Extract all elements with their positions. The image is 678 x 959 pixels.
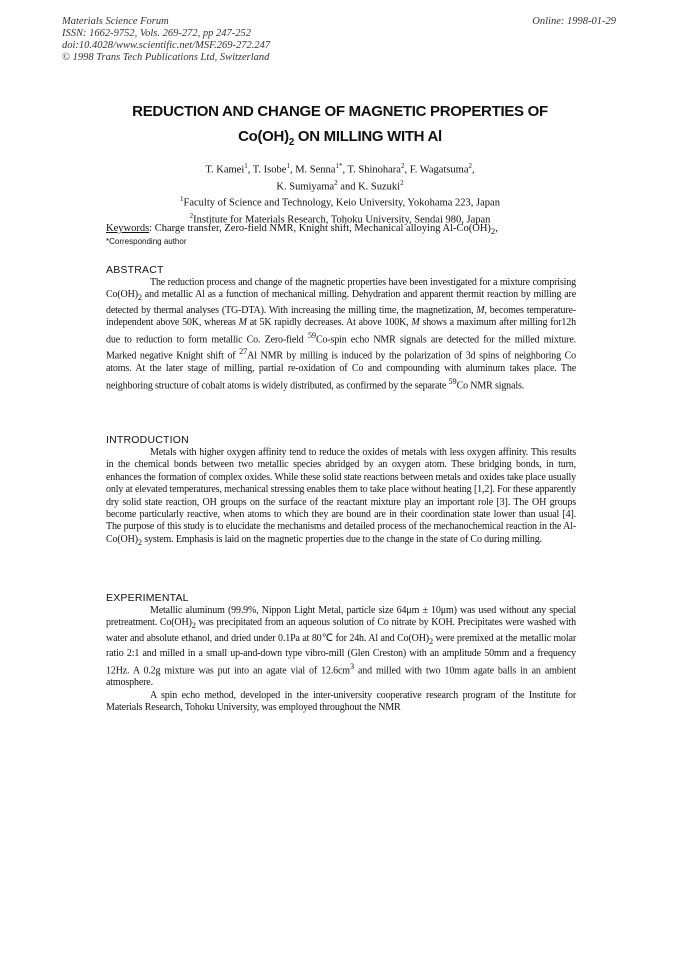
corresponding-author-note: *Corresponding author — [106, 237, 187, 246]
doi-line: doi:10.4028/www.scientific.net/MSF.269-272.247 — [62, 40, 271, 51]
paper-title — [90, 99, 590, 155]
keywords-label: Keywords — [106, 223, 150, 234]
author-list-2: K. Sumiyama$^2$ and K. Suzuki$^2$ — [276, 178, 404, 192]
online-date: Online: 1998-01-29 — [532, 16, 616, 27]
issn-line: ISSN: 1662-9752, Vols. 269-272, pp 247-252 — [62, 28, 251, 39]
journal-name: Materials Science Forum — [62, 16, 169, 27]
experimental-heading: EXPERIMENTAL — [106, 592, 189, 604]
publication-header — [62, 16, 270, 64]
abstract-paragraph: The reduction process and change of the magnetic properties have been investigated for a mixture comprising $Co(OH)_2$ and metallic Al as a function of mechanical milling. Dehydration and apparent thermit reaction by milling are detected by thermal analyses (TG-DTA). With increasing the milling time, the magnetization, M, becomes temperature-independent above 50K, whereas M at 5K rapidly decreases. At above 100K, M shows a maximum after milling for12h due to reduction to form metallic Co. Zero-field $^{59}$Co-spin echo NMR signals are detected for the milled mixture. Marked negative Knight shift of $^{27}$Al NMR by milling is induced by the polarization of 3d spins of neighboring Co atoms. At the later stage of milling, partial re-oxidation of Co and compounding with aluminum takes place. The neighboring structure of cobalt atoms is widely distributed, as confirmed by the separate $^{59}$Co NMR signals. — [106, 277, 577, 391]
title-line-2: $Co(OH)_2$ ON MILLING WITH Al — [238, 128, 442, 148]
copyright-line: © 1998 Trans Tech Publications Ltd, Switzerland — [62, 52, 270, 63]
abstract-heading: ABSTRACT — [106, 264, 164, 276]
title-line-1: REDUCTION AND CHANGE OF MAGNETIC PROPERTIES OF — [132, 103, 548, 120]
experimental-paragraph-2: A spin echo method, developed in the inter-university cooperative research program of the Institute for Materials Research, Tohoku University, was employed throughout the NMR — [106, 689, 576, 714]
author-block — [100, 160, 580, 226]
keywords: Keywords: Charge transfer, Zero-field NMR, Knight shift, Mechanical alloying $Al-Co(OH)_2$, — [106, 223, 498, 237]
affiliation-1: $^1$Faculty of Science and Technology, Keio University, Yokohama 223, Japan — [180, 195, 500, 209]
experimental-paragraph-1: Metallic aluminum (99.9%, Nippon Light Metal, particle size 64μm ± 10μm) was used without any special pretreatment. $Co(OH)_2$ was precipitated from an aqueous solution of Co nitrate by KOH. Precipitates were washed with water and absolute ethanol, and dried under 0.1Pa at 80℃ for 24h. Al and $Co(OH)_2$ were premixed at the metallic molar ratio 2:1 and milled in a small up-and-down type vibro-mill (Glen Creston) with an amplitude 50mm and a frequency 12Hz. A 0.2g mixture was put into an agate vial of $12.6cm^3$ and milled with two 10mm agate balls in an ambient atmosphere. — [106, 605, 576, 689]
author-list: T. Kamei$^1$, T. Isobe$^1$, M. Senna$^{1*}$, T. Shinohara$^2$, F. Wagatsuma$^2$, — [205, 162, 475, 176]
introduction-paragraph: Metals with higher oxygen affinity tend to reduce the oxides of metals with less oxygen affinity. This results in the chemical bonds between two metallic species abridged by an oxygen atom. These bridging bonds, in turn, enhances the formation of complex oxides. While these solid state reactions between metals and oxides take place usually only at elevated temperatures, mechanical stressing enables them to take place without heating [1,2]. For these apparently dry solid state reaction, OH groups on the surface of the reactant mixture play an important role [3]. The OH groups become particularly reactive, when atoms to which they are bound are in their coordination state lower than usual [4]. The purpose of this study is to elucidate the mechanisms and detailed process of the mechanochemical reaction in the $Al-Co(OH)_2$ system. Emphasis is laid on the magnetic properties due to the change in the state of Co during milling. — [106, 447, 576, 547]
experimental-section — [106, 592, 576, 715]
abstract-section — [106, 264, 576, 392]
introduction-heading: INTRODUCTION — [106, 434, 189, 446]
introduction-section — [106, 434, 576, 549]
affiliation-2: $^2$Institute for Materials Research, Tohoku University, Sendai 980, Japan — [189, 211, 491, 225]
